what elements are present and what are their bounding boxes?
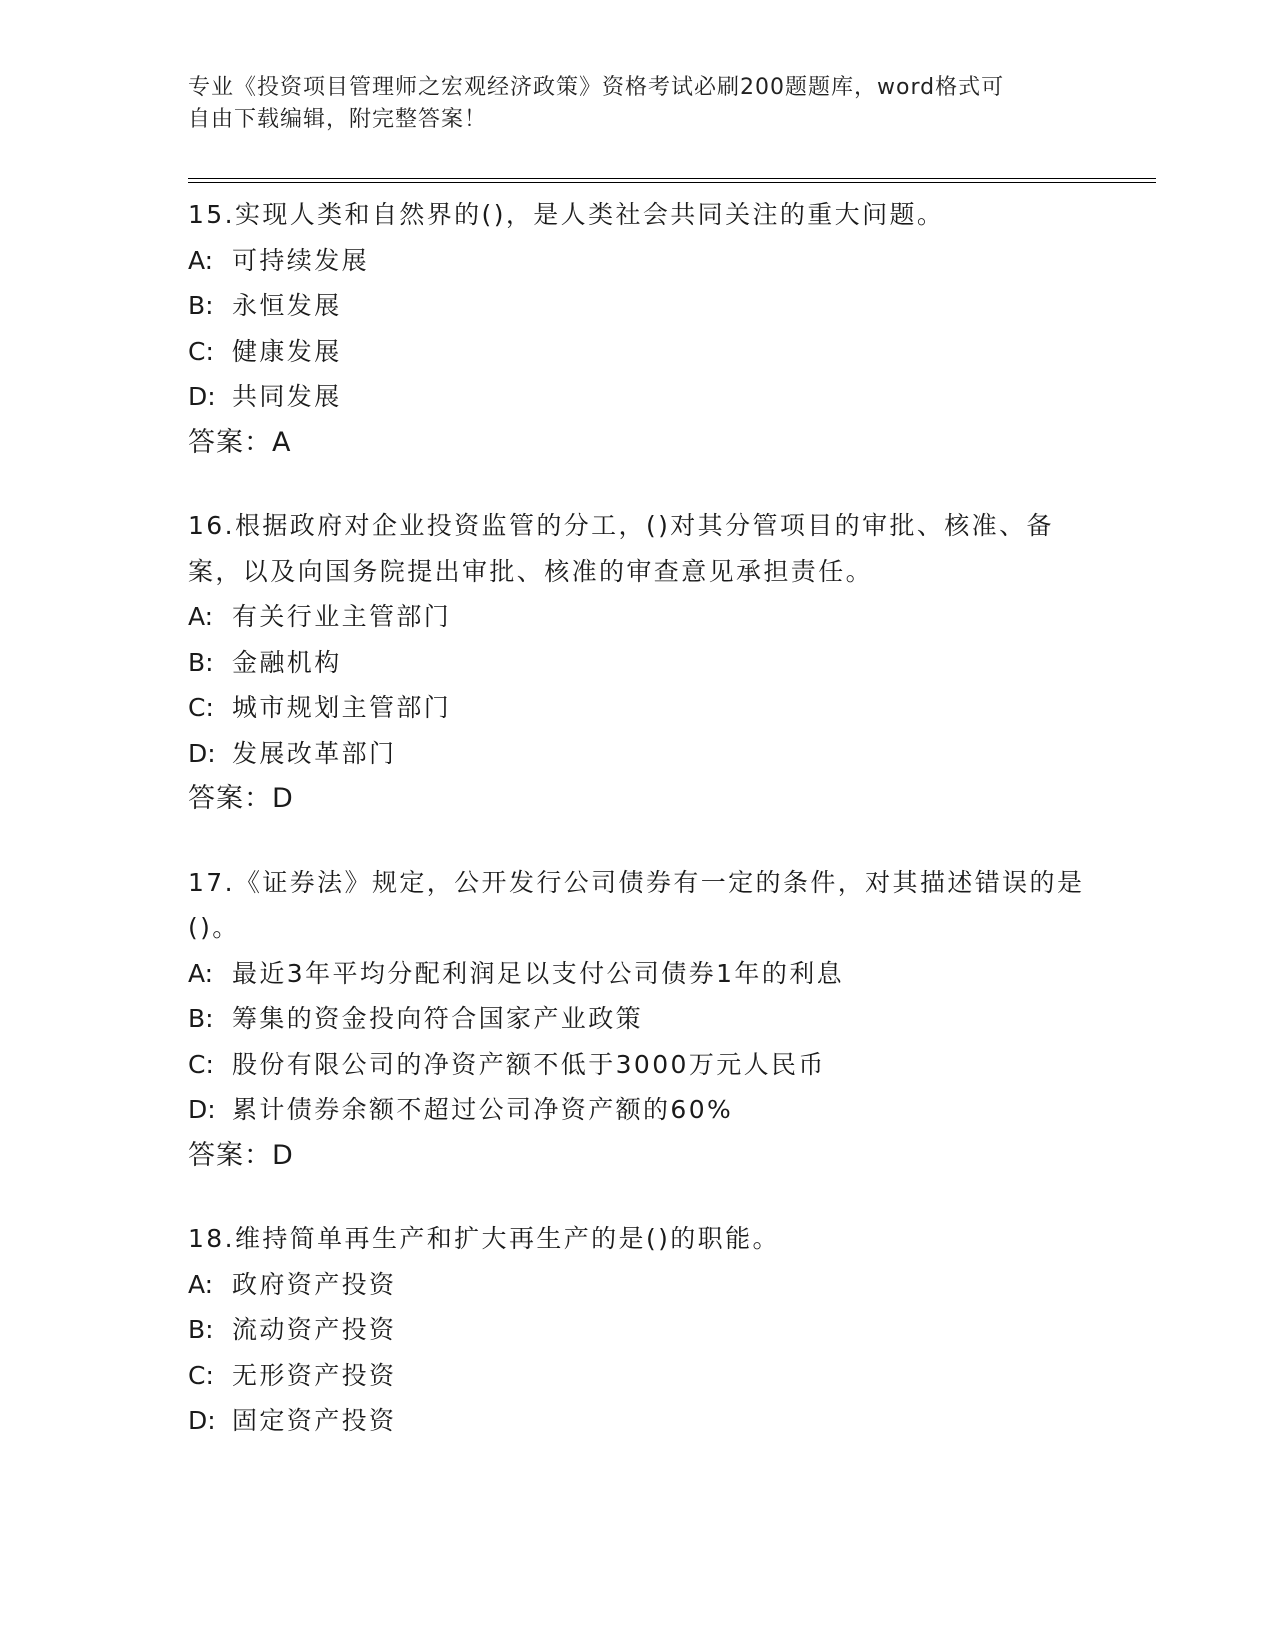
option-key: D: — [188, 1095, 216, 1124]
question-text: 16.根据政府对企业投资监管的分工，()对其分管项目的审批、核准、备案，以及向国务院提出审批、核准的审查意见承担责任。 — [188, 511, 1054, 586]
option-key: C: — [188, 693, 214, 722]
question-text: 17.《证券法》规定，公开发行公司债券有一定的条件，对其描述错误的是()。 — [188, 867, 1085, 942]
option-text: 健康发展 — [232, 336, 342, 366]
question-17 — [188, 860, 1088, 1179]
option-d — [188, 731, 1088, 777]
option-text: 政府资产投资 — [232, 1269, 397, 1299]
question-text: 15.实现人类和自然界的()，是人类社会共同关注的重大问题。 — [188, 200, 945, 229]
question-text: 18.维持简单再生产和扩大再生产的是()的职能。 — [188, 1224, 780, 1253]
option-text: 最近3年平均分配利润足以支付公司债券1年的利息 — [232, 958, 845, 988]
option-b — [188, 640, 1088, 686]
header-divider-bottom — [188, 182, 1156, 183]
option-d — [188, 374, 1088, 420]
option-key: A: — [188, 1269, 214, 1299]
option-a — [188, 594, 1088, 640]
option-c — [188, 329, 1088, 375]
option-key: C: — [188, 1360, 214, 1390]
option-text: 发展改革部门 — [232, 738, 397, 768]
option-key: C: — [188, 1049, 214, 1079]
option-key: D: — [188, 382, 216, 411]
option-b — [188, 283, 1088, 329]
option-key: A: — [188, 602, 214, 631]
option-a — [188, 1262, 1088, 1308]
answer-line: 答案：A — [188, 426, 292, 458]
option-b — [188, 1307, 1088, 1353]
header-line-1: 专业《投资项目管理师之宏观经济政策》资格考试必刷200题题库，word格式可 — [188, 75, 1005, 100]
option-key: D: — [188, 1406, 216, 1435]
option-text: 流动资产投资 — [232, 1315, 397, 1344]
option-d — [188, 1398, 1088, 1444]
option-text: 共同发展 — [232, 382, 342, 411]
option-key: C: — [188, 336, 214, 366]
option-key: A: — [188, 245, 214, 275]
option-key: D: — [188, 738, 216, 768]
option-key: B: — [188, 291, 214, 320]
answer-line: 答案：D — [188, 1139, 294, 1171]
document-header — [188, 72, 1068, 136]
option-a — [188, 951, 1088, 997]
option-text: 无形资产投资 — [232, 1360, 397, 1390]
option-text: 固定资产投资 — [232, 1406, 397, 1435]
option-text: 金融机构 — [232, 647, 342, 677]
option-c — [188, 1042, 1088, 1088]
option-key: B: — [188, 1004, 214, 1033]
option-c — [188, 685, 1088, 731]
option-d — [188, 1087, 1088, 1133]
header-line-2: 自由下载编辑，附完整答案！ — [188, 107, 488, 132]
option-text: 有关行业主管部门 — [232, 602, 452, 631]
option-text: 永恒发展 — [232, 291, 342, 320]
question-18 — [188, 1216, 1088, 1444]
header-divider-top — [188, 178, 1156, 179]
option-key: A: — [188, 958, 214, 988]
question-16 — [188, 503, 1088, 822]
option-b — [188, 996, 1088, 1042]
option-text: 城市规划主管部门 — [232, 693, 452, 722]
question-15 — [188, 192, 1088, 465]
option-c — [188, 1353, 1088, 1399]
option-text: 筹集的资金投向符合国家产业政策 — [232, 1004, 644, 1033]
option-text: 可持续发展 — [232, 245, 370, 275]
answer-line: 答案：D — [188, 783, 294, 814]
question-list — [188, 192, 1088, 1482]
option-text: 股份有限公司的净资产额不低于3000万元人民币 — [232, 1049, 826, 1079]
option-text: 累计债券余额不超过公司净资产额的60% — [232, 1095, 734, 1124]
option-a — [188, 238, 1088, 284]
option-key: B: — [188, 647, 214, 677]
option-key: B: — [188, 1315, 214, 1344]
